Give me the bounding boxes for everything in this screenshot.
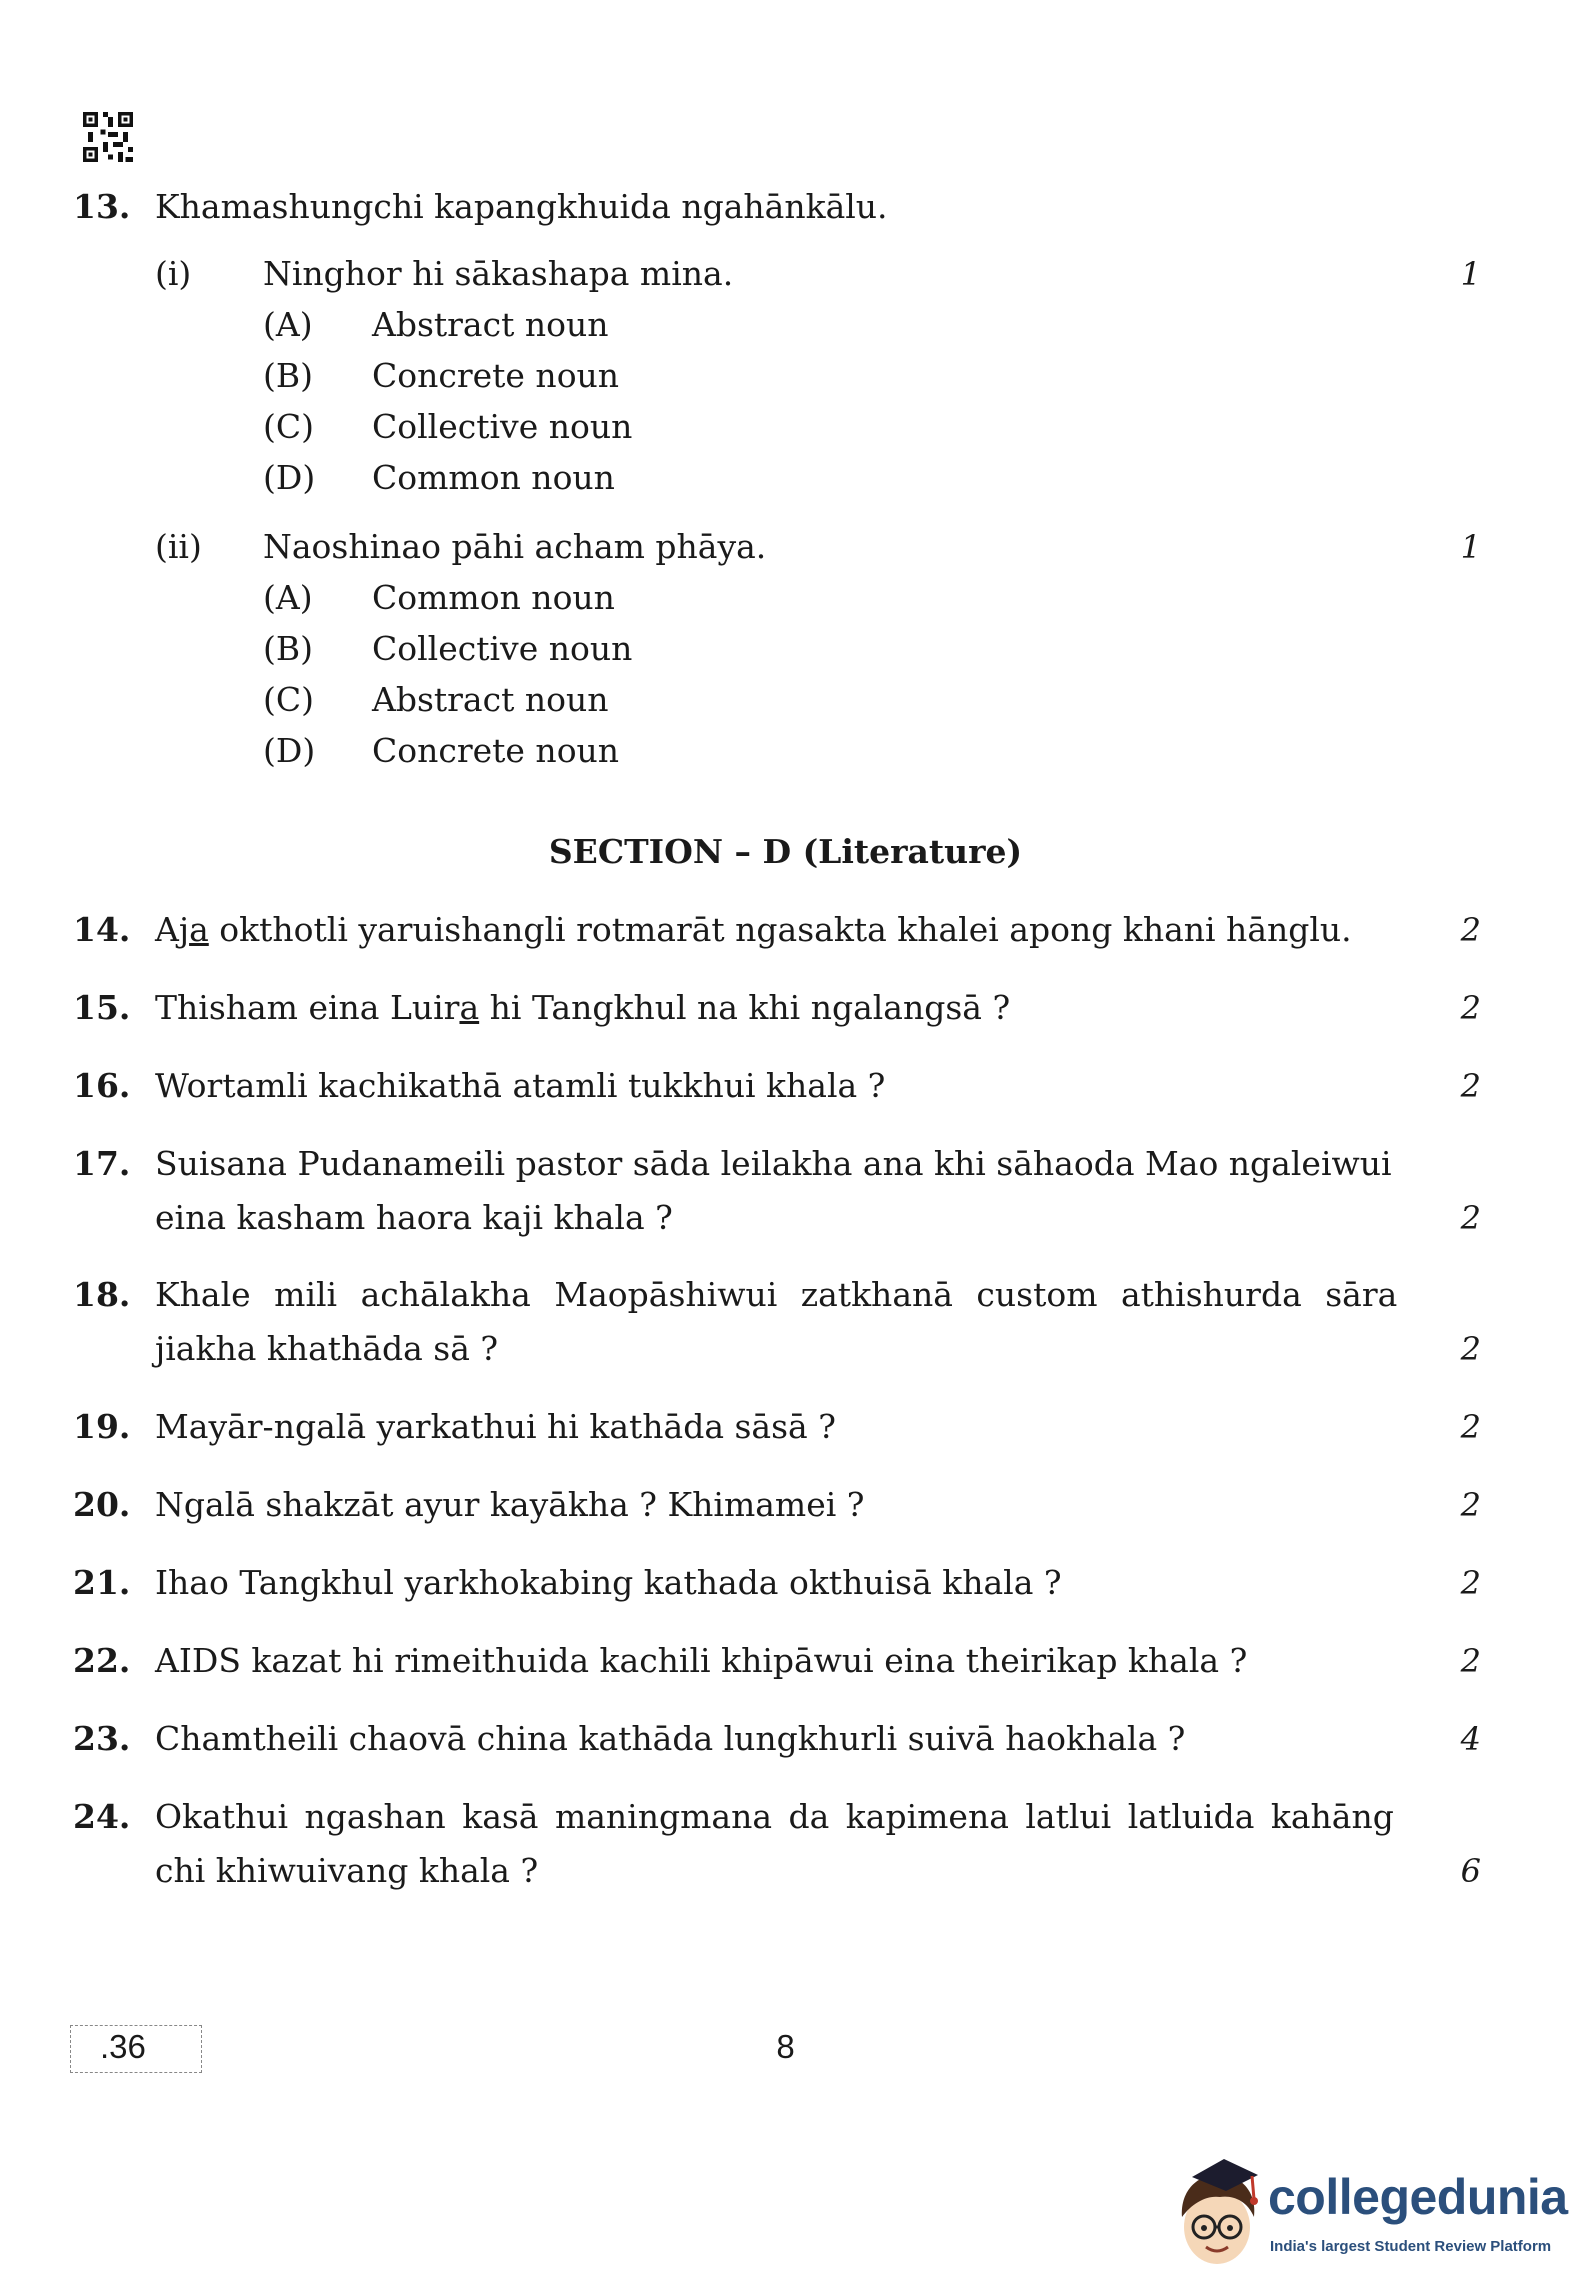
option-text: Concrete noun xyxy=(372,356,620,395)
question-text: Chamtheili chaovā china kathāda lungkhurli suivā haokhala ? xyxy=(155,1719,1186,1758)
marks: 1 xyxy=(1460,255,1481,293)
marks: 2 xyxy=(1460,1408,1481,1446)
question-text: Khale mili achālakha Maopāshiwui zatkhanā custom athishurda sāra xyxy=(155,1275,1398,1314)
question-number: 16. xyxy=(73,1066,131,1105)
question-number: 13. xyxy=(73,187,131,226)
brand-name: collegedunia xyxy=(1268,2169,1568,2225)
qr-code-icon xyxy=(83,112,133,162)
marks: 2 xyxy=(1460,1642,1481,1680)
question-text: Suisana Pudanameili pastor sāda leilakha ana khi sāhaoda Mao ngaleiwui xyxy=(155,1144,1392,1183)
question-text: Ihao Tangkhul yarkhokabing kathada okthuisā khala ? xyxy=(155,1563,1062,1602)
question-text: Aja okthotli yaruishangli rotmarāt ngasakta khalei apong khani hānglu. xyxy=(155,910,1352,949)
marks: 2 xyxy=(1460,989,1481,1027)
option-label: (B) xyxy=(263,356,313,395)
sub-question-label: (i) xyxy=(155,254,192,293)
option-label: (D) xyxy=(263,731,316,770)
option-text: Common noun xyxy=(372,458,615,497)
section-heading: SECTION – D (Literature) xyxy=(548,832,1023,871)
question-number: 15. xyxy=(73,988,131,1027)
question-text: Okathui ngashan kasā maningmana da kapimena latlui latluida kahāng xyxy=(155,1797,1394,1836)
option-text: Collective noun xyxy=(372,407,633,446)
sub-question-text: Ninghor hi sākashapa mina. xyxy=(263,254,734,293)
page-number: 8 xyxy=(776,2028,795,2065)
marks: 6 xyxy=(1460,1852,1481,1890)
question-number: 14. xyxy=(73,910,131,949)
question-text: Ngalā shakzāt ayur kayākha ? Khimamei ? xyxy=(155,1485,865,1524)
option-label: (B) xyxy=(263,629,313,668)
option-label: (D) xyxy=(263,458,316,497)
option-text: Concrete noun xyxy=(372,731,620,770)
option-label: (A) xyxy=(263,578,313,617)
option-text: Common noun xyxy=(372,578,615,617)
question-text-continued: chi khiwuivang khala ? xyxy=(155,1851,539,1890)
question-number: 22. xyxy=(73,1641,131,1680)
marks: 2 xyxy=(1460,1564,1481,1602)
question-text-continued: eina kasham haora kaji khala ? xyxy=(155,1198,673,1237)
option-text: Collective noun xyxy=(372,629,633,668)
sub-question-label: (ii) xyxy=(155,527,202,566)
mascot-logo-icon xyxy=(1162,2155,1272,2270)
marks: 4 xyxy=(1460,1720,1481,1758)
question-text: Mayār-ngalā yarkathui hi kathāda sāsā ? xyxy=(155,1407,836,1446)
question-number: 19. xyxy=(73,1407,131,1446)
option-label: (C) xyxy=(263,407,314,446)
question-number: 21. xyxy=(73,1563,131,1602)
question-text: Thisham eina Luira hi Tangkhul na khi ngalangsā ? xyxy=(155,988,1011,1027)
question-text: Wortamli kachikathā atamli tukkhui khala ? xyxy=(155,1066,886,1105)
question-text: AIDS kazat hi rimeithuida kachili khipāwui eina theirikap khala ? xyxy=(155,1641,1248,1680)
marks: 1 xyxy=(1460,528,1481,566)
marks: 2 xyxy=(1460,1067,1481,1105)
marks: 2 xyxy=(1460,1199,1481,1237)
marks: 2 xyxy=(1460,1486,1481,1524)
question-number: 24. xyxy=(73,1797,131,1836)
question-number: 17. xyxy=(73,1144,131,1183)
marks: 2 xyxy=(1460,1330,1481,1368)
option-label: (C) xyxy=(263,680,314,719)
option-text: Abstract noun xyxy=(372,305,609,344)
option-label: (A) xyxy=(263,305,313,344)
sub-question-text: Naoshinao pāhi acham phāya. xyxy=(263,527,767,566)
question-number: 18. xyxy=(73,1275,131,1314)
paper-code: .36 xyxy=(100,2028,146,2065)
marks: 2 xyxy=(1460,911,1481,949)
question-text-continued: jiakha khathāda sā ? xyxy=(155,1329,499,1368)
brand-tagline: India's largest Student Review Platform xyxy=(1270,2238,1552,2255)
option-text: Abstract noun xyxy=(372,680,609,719)
question-number: 23. xyxy=(73,1719,131,1758)
question-text: Khamashungchi kapangkhuida ngahānkālu. xyxy=(155,187,888,226)
question-number: 20. xyxy=(73,1485,131,1524)
